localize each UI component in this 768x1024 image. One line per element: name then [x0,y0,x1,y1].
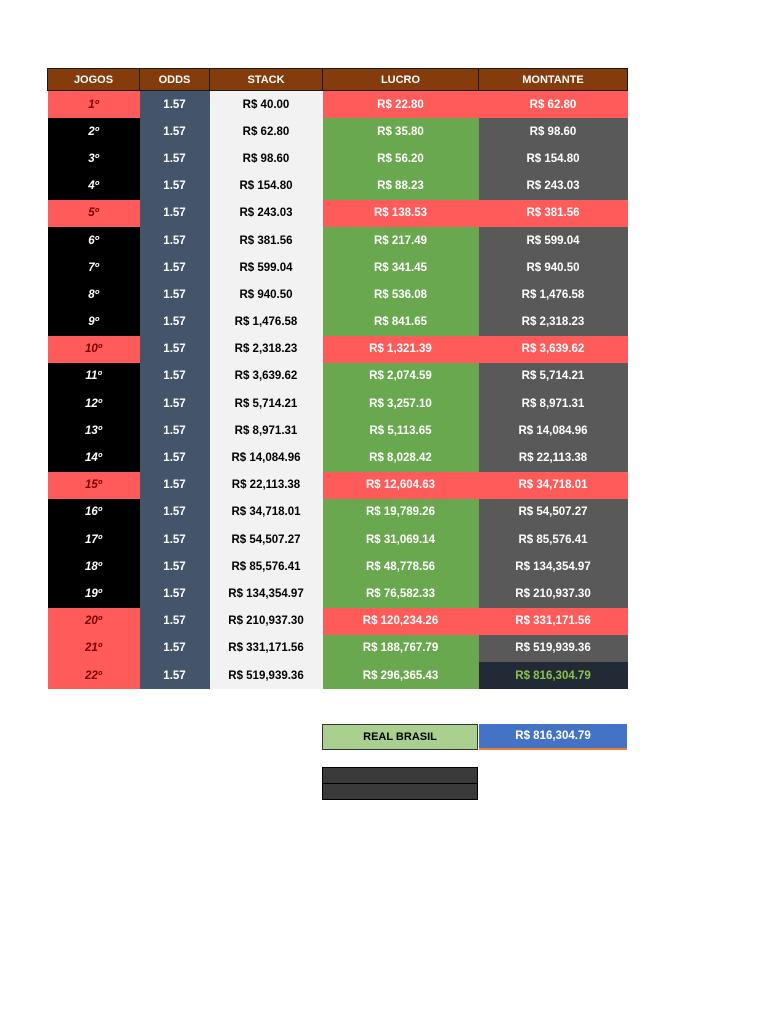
game-number-cell: 3º [48,145,140,172]
odds-cell: 1.57 [140,309,210,336]
header-lucro: LUCRO [323,69,479,91]
game-number-cell: 1º [48,91,140,119]
table-row [48,363,628,390]
profit-cell: R$ 48,778.56 [323,553,479,580]
profit-cell: R$ 19,789.26 [323,499,479,526]
odds-cell: 1.57 [140,145,210,172]
game-number-cell: 16º [48,499,140,526]
total-cell: R$ 940.50 [479,254,628,281]
odds-cell: 1.57 [140,118,210,145]
odds-cell: 1.57 [140,173,210,200]
table-row [48,472,628,499]
total-cell: R$ 3,639.62 [479,336,628,363]
game-number-cell: 10º [48,336,140,363]
game-number-cell: 2º [48,118,140,145]
table-row [48,91,628,119]
dark-cell [322,783,478,800]
total-cell: R$ 8,971.31 [479,390,628,417]
stack-cell: R$ 1,476.58 [210,309,323,336]
total-cell: R$ 5,714.21 [479,363,628,390]
stack-cell: R$ 519,939.36 [210,662,323,689]
odds-cell: 1.57 [140,499,210,526]
table-row [48,227,628,254]
odds-cell: 1.57 [140,662,210,689]
total-cell: R$ 1,476.58 [479,281,628,308]
game-number-cell: 21º [48,635,140,662]
total-cell: R$ 2,318.23 [479,309,628,336]
profit-cell: R$ 2,074.59 [323,363,479,390]
total-cell: R$ 154.80 [479,145,628,172]
stack-cell: R$ 331,171.56 [210,635,323,662]
odds-cell: 1.57 [140,254,210,281]
table-row [48,608,628,635]
table-row [48,118,628,145]
odds-cell: 1.57 [140,390,210,417]
table-row [48,580,628,607]
stack-cell: R$ 34,718.01 [210,499,323,526]
table-row [48,281,628,308]
odds-cell: 1.57 [140,635,210,662]
total-cell: R$ 243.03 [479,173,628,200]
profit-cell: R$ 35.80 [323,118,479,145]
profit-cell: R$ 5,113.65 [323,417,479,444]
game-number-cell: 22º [48,662,140,689]
game-number-cell: 15º [48,472,140,499]
stack-cell: R$ 54,507.27 [210,526,323,553]
game-number-cell: 17º [48,526,140,553]
game-number-cell: 11º [48,363,140,390]
odds-cell: 1.57 [140,417,210,444]
table-row [48,662,628,689]
table-row [48,173,628,200]
table-row [48,390,628,417]
total-cell: R$ 599.04 [479,227,628,254]
game-number-cell: 12º [48,390,140,417]
stack-cell: R$ 98.60 [210,145,323,172]
stack-cell: R$ 14,084.96 [210,444,323,471]
stack-cell: R$ 154.80 [210,173,323,200]
total-cell: R$ 54,507.27 [479,499,628,526]
profit-cell: R$ 296,365.43 [323,662,479,689]
total-cell: R$ 331,171.56 [479,608,628,635]
odds-cell: 1.57 [140,281,210,308]
odds-cell: 1.57 [140,91,210,119]
total-cell: R$ 34,718.01 [479,472,628,499]
odds-cell: 1.57 [140,363,210,390]
profit-cell: R$ 88.23 [323,173,479,200]
odds-cell: 1.57 [140,553,210,580]
game-number-cell: 4º [48,173,140,200]
profit-cell: R$ 120,234.26 [323,608,479,635]
odds-cell: 1.57 [140,444,210,471]
table-row [48,553,628,580]
stack-cell: R$ 85,576.41 [210,553,323,580]
header-jogos: JOGOS [48,69,140,91]
table-header-row [48,69,628,91]
stack-cell: R$ 5,714.21 [210,390,323,417]
bet-progression-table [47,68,628,689]
game-number-cell: 5º [48,200,140,227]
header-odds: ODDS [140,69,210,91]
table-row [48,444,628,471]
summary-value: R$ 816,304.79 [479,724,627,750]
header-montante: MONTANTE [479,69,628,91]
total-cell: R$ 134,354.97 [479,553,628,580]
odds-cell: 1.57 [140,526,210,553]
stack-cell: R$ 134,354.97 [210,580,323,607]
odds-cell: 1.57 [140,200,210,227]
stack-cell: R$ 599.04 [210,254,323,281]
table-row [48,526,628,553]
odds-cell: 1.57 [140,227,210,254]
game-number-cell: 9º [48,309,140,336]
stack-cell: R$ 243.03 [210,200,323,227]
game-number-cell: 6º [48,227,140,254]
table-row [48,499,628,526]
profit-cell: R$ 12,604.63 [323,472,479,499]
stack-cell: R$ 3,639.62 [210,363,323,390]
stack-cell: R$ 381.56 [210,227,323,254]
total-cell: R$ 381.56 [479,200,628,227]
profit-cell: R$ 31,069.14 [323,526,479,553]
total-cell: R$ 98.60 [479,118,628,145]
stack-cell: R$ 940.50 [210,281,323,308]
game-number-cell: 18º [48,553,140,580]
total-cell: R$ 62.80 [479,91,628,119]
total-cell: R$ 816,304.79 [479,662,628,689]
profit-cell: R$ 138.53 [323,200,479,227]
table-row [48,309,628,336]
header-stack: STACK [210,69,323,91]
game-number-cell: 13º [48,417,140,444]
total-cell: R$ 22,113.38 [479,444,628,471]
profit-cell: R$ 8,028.42 [323,444,479,471]
table-row [48,417,628,444]
game-number-cell: 14º [48,444,140,471]
profit-cell: R$ 1,321.39 [323,336,479,363]
odds-cell: 1.57 [140,608,210,635]
game-number-cell: 19º [48,580,140,607]
profit-cell: R$ 22.80 [323,91,479,119]
table-row [48,635,628,662]
profit-cell: R$ 217.49 [323,227,479,254]
stack-cell: R$ 210,937.30 [210,608,323,635]
game-number-cell: 7º [48,254,140,281]
dark-cell [322,767,478,784]
stack-cell: R$ 40.00 [210,91,323,119]
profit-cell: R$ 536.08 [323,281,479,308]
summary-label: REAL BRASIL [322,724,478,750]
stack-cell: R$ 2,318.23 [210,336,323,363]
profit-cell: R$ 841.65 [323,309,479,336]
odds-cell: 1.57 [140,472,210,499]
odds-cell: 1.57 [140,336,210,363]
game-number-cell: 8º [48,281,140,308]
profit-cell: R$ 341.45 [323,254,479,281]
odds-cell: 1.57 [140,580,210,607]
table-row [48,145,628,172]
table-row [48,336,628,363]
table-row [48,254,628,281]
total-cell: R$ 85,576.41 [479,526,628,553]
stack-cell: R$ 22,113.38 [210,472,323,499]
profit-cell: R$ 56.20 [323,145,479,172]
game-number-cell: 20º [48,608,140,635]
table-row [48,200,628,227]
profit-cell: R$ 188,767.79 [323,635,479,662]
total-cell: R$ 519,939.36 [479,635,628,662]
profit-cell: R$ 76,582.33 [323,580,479,607]
stack-cell: R$ 8,971.31 [210,417,323,444]
stack-cell: R$ 62.80 [210,118,323,145]
total-cell: R$ 14,084.96 [479,417,628,444]
profit-cell: R$ 3,257.10 [323,390,479,417]
total-cell: R$ 210,937.30 [479,580,628,607]
